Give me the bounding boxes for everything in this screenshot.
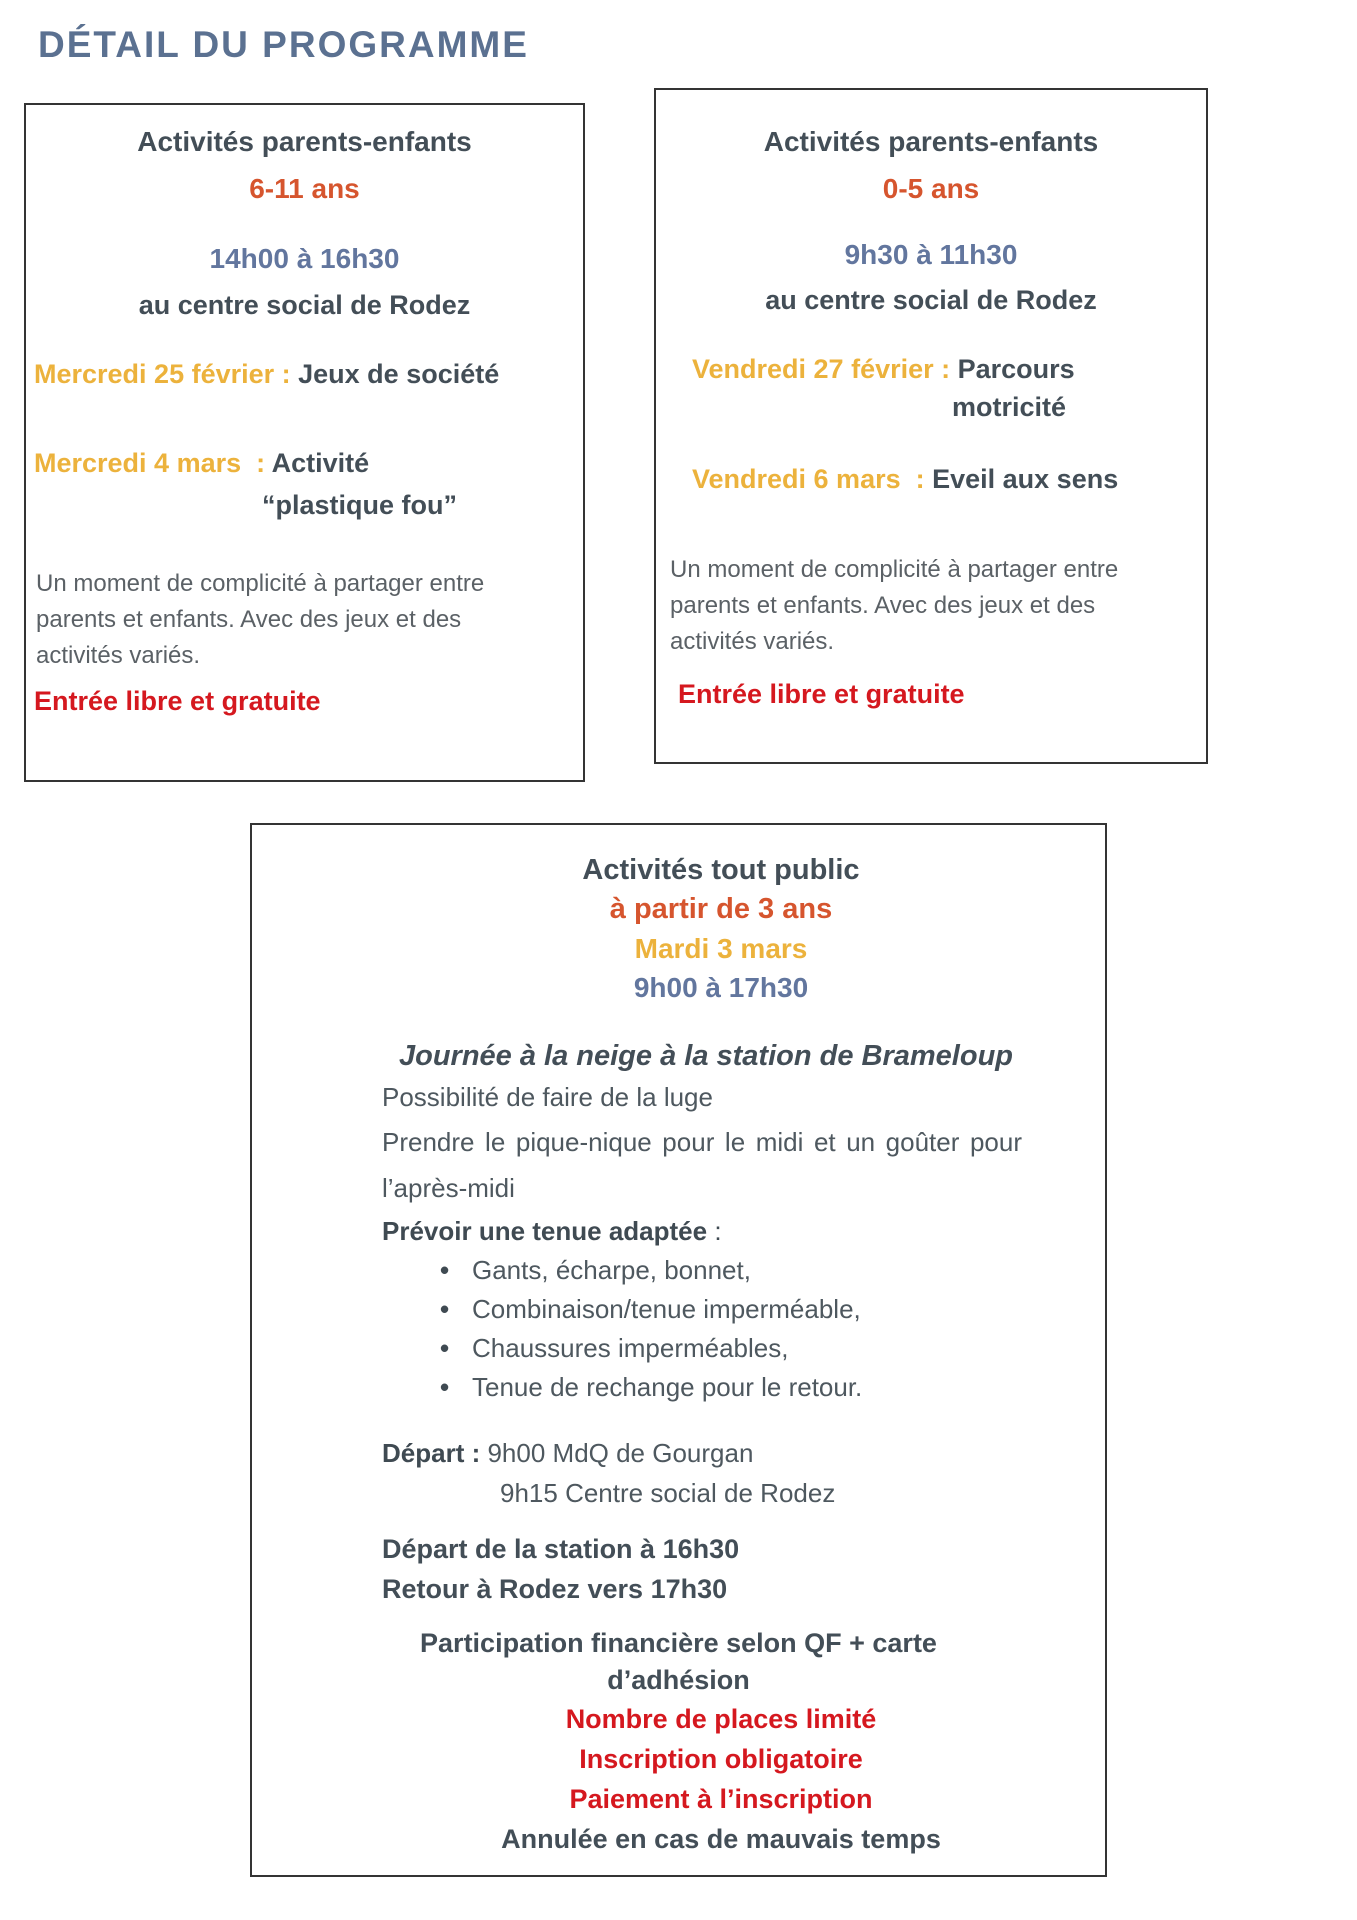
departure-label: Départ :: [382, 1438, 488, 1468]
session-activity: Activité: [271, 448, 370, 478]
info-line: Possibilité de faire de la luge: [382, 1082, 713, 1112]
card-description: Un moment de complicité à partager entre parents et enfants. Avec des jeux et des activités variés.: [670, 556, 1119, 655]
age-range: 0-5 ans: [882, 173, 980, 204]
weather-cancellation: Annulée en cas de mauvais temps: [501, 1824, 941, 1854]
location: au centre social de Rodez: [138, 290, 471, 320]
payment-note: Paiement à l’inscription: [569, 1784, 873, 1814]
event-date: Mardi 3 mars: [634, 933, 808, 964]
session-activity: Eveil aux sens: [932, 464, 1119, 494]
card-description: Un moment de complicité à partager entre parents et enfants. Avec des jeux et des activités variés.: [36, 570, 485, 669]
event-headline: Journée à la neige à la station de Brameloup: [398, 1040, 1013, 1072]
outfit-label: Prévoir une tenue adaptée: [382, 1216, 708, 1246]
free-entry-note: Entrée libre et gratuite: [678, 679, 965, 709]
session-activity: Parcours: [957, 354, 1075, 384]
places-limited: Nombre de places limité: [565, 1704, 877, 1734]
departure-stop-2: 9h15 Centre social de Rodez: [500, 1478, 836, 1508]
location: au centre social de Rodez: [765, 285, 1097, 315]
session-row: [26, 442, 583, 526]
session-date: Vendredi 6 mars :: [692, 464, 933, 494]
card-parents-enfants-0-5: [654, 88, 1208, 764]
list-item: • Chaussures imperméables,: [382, 1329, 1060, 1368]
outfit-list: [382, 1251, 1060, 1407]
card-title: Activités parents-enfants: [137, 126, 472, 157]
list-item: • Combinaison/tenue imperméable,: [382, 1290, 1060, 1329]
list-item: • Gants, écharpe, bonnet,: [382, 1251, 1060, 1290]
session-date: Vendredi 27 février :: [692, 354, 958, 384]
session-row: [26, 355, 583, 393]
info-paragraph: Prendre le pique-nique pour le midi et un goûter pour l’après-midi: [382, 1127, 1022, 1203]
free-entry-note: Entrée libre et gratuite: [34, 686, 321, 716]
outfit-colon: :: [707, 1216, 722, 1246]
session-activity: Jeux de société: [298, 359, 500, 389]
session-date: Mercredi 4 mars :: [34, 448, 272, 478]
card-tout-public: [250, 823, 1107, 1877]
departure-info: [382, 1433, 1060, 1513]
return-time: Retour à Rodez vers 17h30: [382, 1574, 728, 1604]
station-departure: Départ de la station à 16h30: [382, 1534, 740, 1564]
session-row: [656, 350, 1206, 426]
session-activity-line2: motricité: [951, 392, 1066, 422]
session-activity-line2: “plastique fou”: [262, 490, 457, 520]
card-body: [382, 1077, 1060, 1609]
age-range: 6-11 ans: [249, 173, 360, 204]
session-date: Mercredi 25 février :: [34, 359, 299, 389]
time-range: 9h00 à 17h30: [633, 972, 809, 1003]
time-range: 14h00 à 16h30: [209, 243, 400, 274]
registration-required: Inscription obligatoire: [579, 1744, 863, 1774]
age-range: à partir de 3 ans: [609, 893, 833, 925]
departure-line: [382, 1433, 1060, 1473]
departure-stop-1: 9h00 MdQ de Gourgan: [487, 1438, 754, 1468]
card-header: [252, 851, 1105, 1007]
time-range: 9h30 à 11h30: [844, 239, 1018, 270]
card-parents-enfants-6-11: [24, 103, 585, 782]
card-title: Activités parents-enfants: [763, 126, 1099, 157]
participation-fee: Participation financière selon QF + carte d’adhésion: [420, 1628, 937, 1695]
page-title: DÉTAIL DU PROGRAMME: [38, 24, 529, 65]
outfit-heading: [382, 1211, 1060, 1251]
card-title: Activités tout public: [582, 854, 860, 886]
list-item: • Tenue de rechange pour le retour.: [382, 1368, 1060, 1407]
session-row: [656, 460, 1206, 498]
